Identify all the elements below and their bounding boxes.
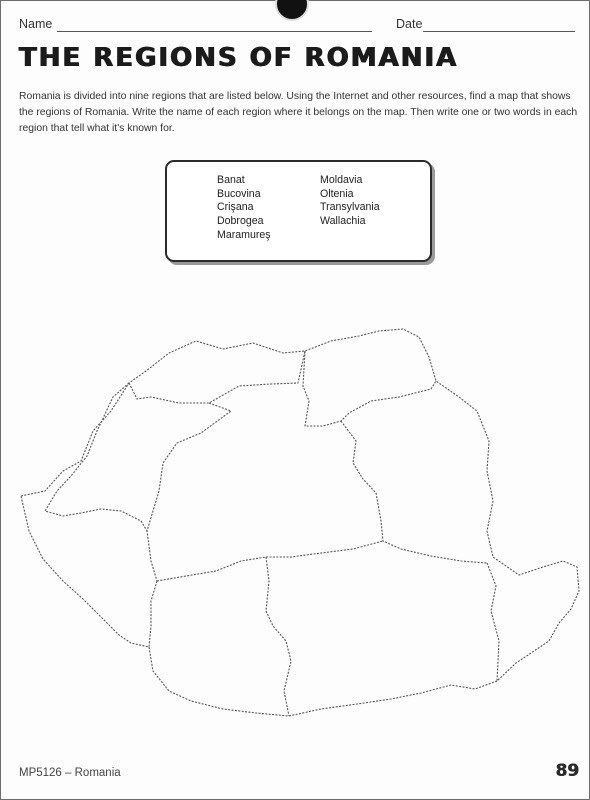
name-label: Name	[19, 17, 53, 31]
border-maramures	[129, 351, 305, 403]
romania-outline-map	[1, 321, 590, 731]
border-transylvania-south	[157, 541, 383, 581]
region-item: Transylvania	[320, 201, 380, 214]
region-item: Bucovina	[217, 187, 261, 200]
date-line[interactable]	[423, 31, 575, 32]
region-item: Dobrogea	[217, 215, 264, 228]
border-moldavia	[341, 421, 487, 563]
border-bucovina	[303, 351, 436, 426]
border-banat	[149, 581, 157, 647]
region-list-column-2	[320, 174, 380, 229]
page-title: THE REGIONS OF ROMANIA	[19, 43, 459, 73]
date-label: Date	[396, 17, 423, 31]
region-item: Maramureş	[217, 228, 271, 241]
name-line[interactable]	[57, 31, 372, 32]
region-item: Moldavia	[320, 174, 363, 186]
region-item: Crişana	[217, 201, 254, 214]
name-date-row	[19, 17, 575, 33]
region-item: Banat	[217, 174, 245, 186]
country-outline	[21, 329, 579, 716]
footer-code: MP5126 – Romania	[19, 767, 121, 779]
region-list-box	[165, 160, 432, 262]
border-dobrogea	[487, 563, 499, 681]
border-crisana	[45, 383, 147, 531]
border-oltenia	[266, 557, 291, 716]
page-number: 89	[555, 761, 579, 781]
border-transylvania-north	[147, 403, 231, 581]
region-list-column-1	[217, 174, 271, 243]
instructions-text: Romania is divided into nine regions that are listed below. Using the Internet and other resources, find a map that shows the regions of Romania. Write the name of each region where it belongs on the map. Then write one or two words in each region that tell what it's known for.	[19, 91, 578, 134]
region-item: Wallachia	[320, 215, 366, 228]
region-item: Oltenia	[320, 187, 354, 200]
